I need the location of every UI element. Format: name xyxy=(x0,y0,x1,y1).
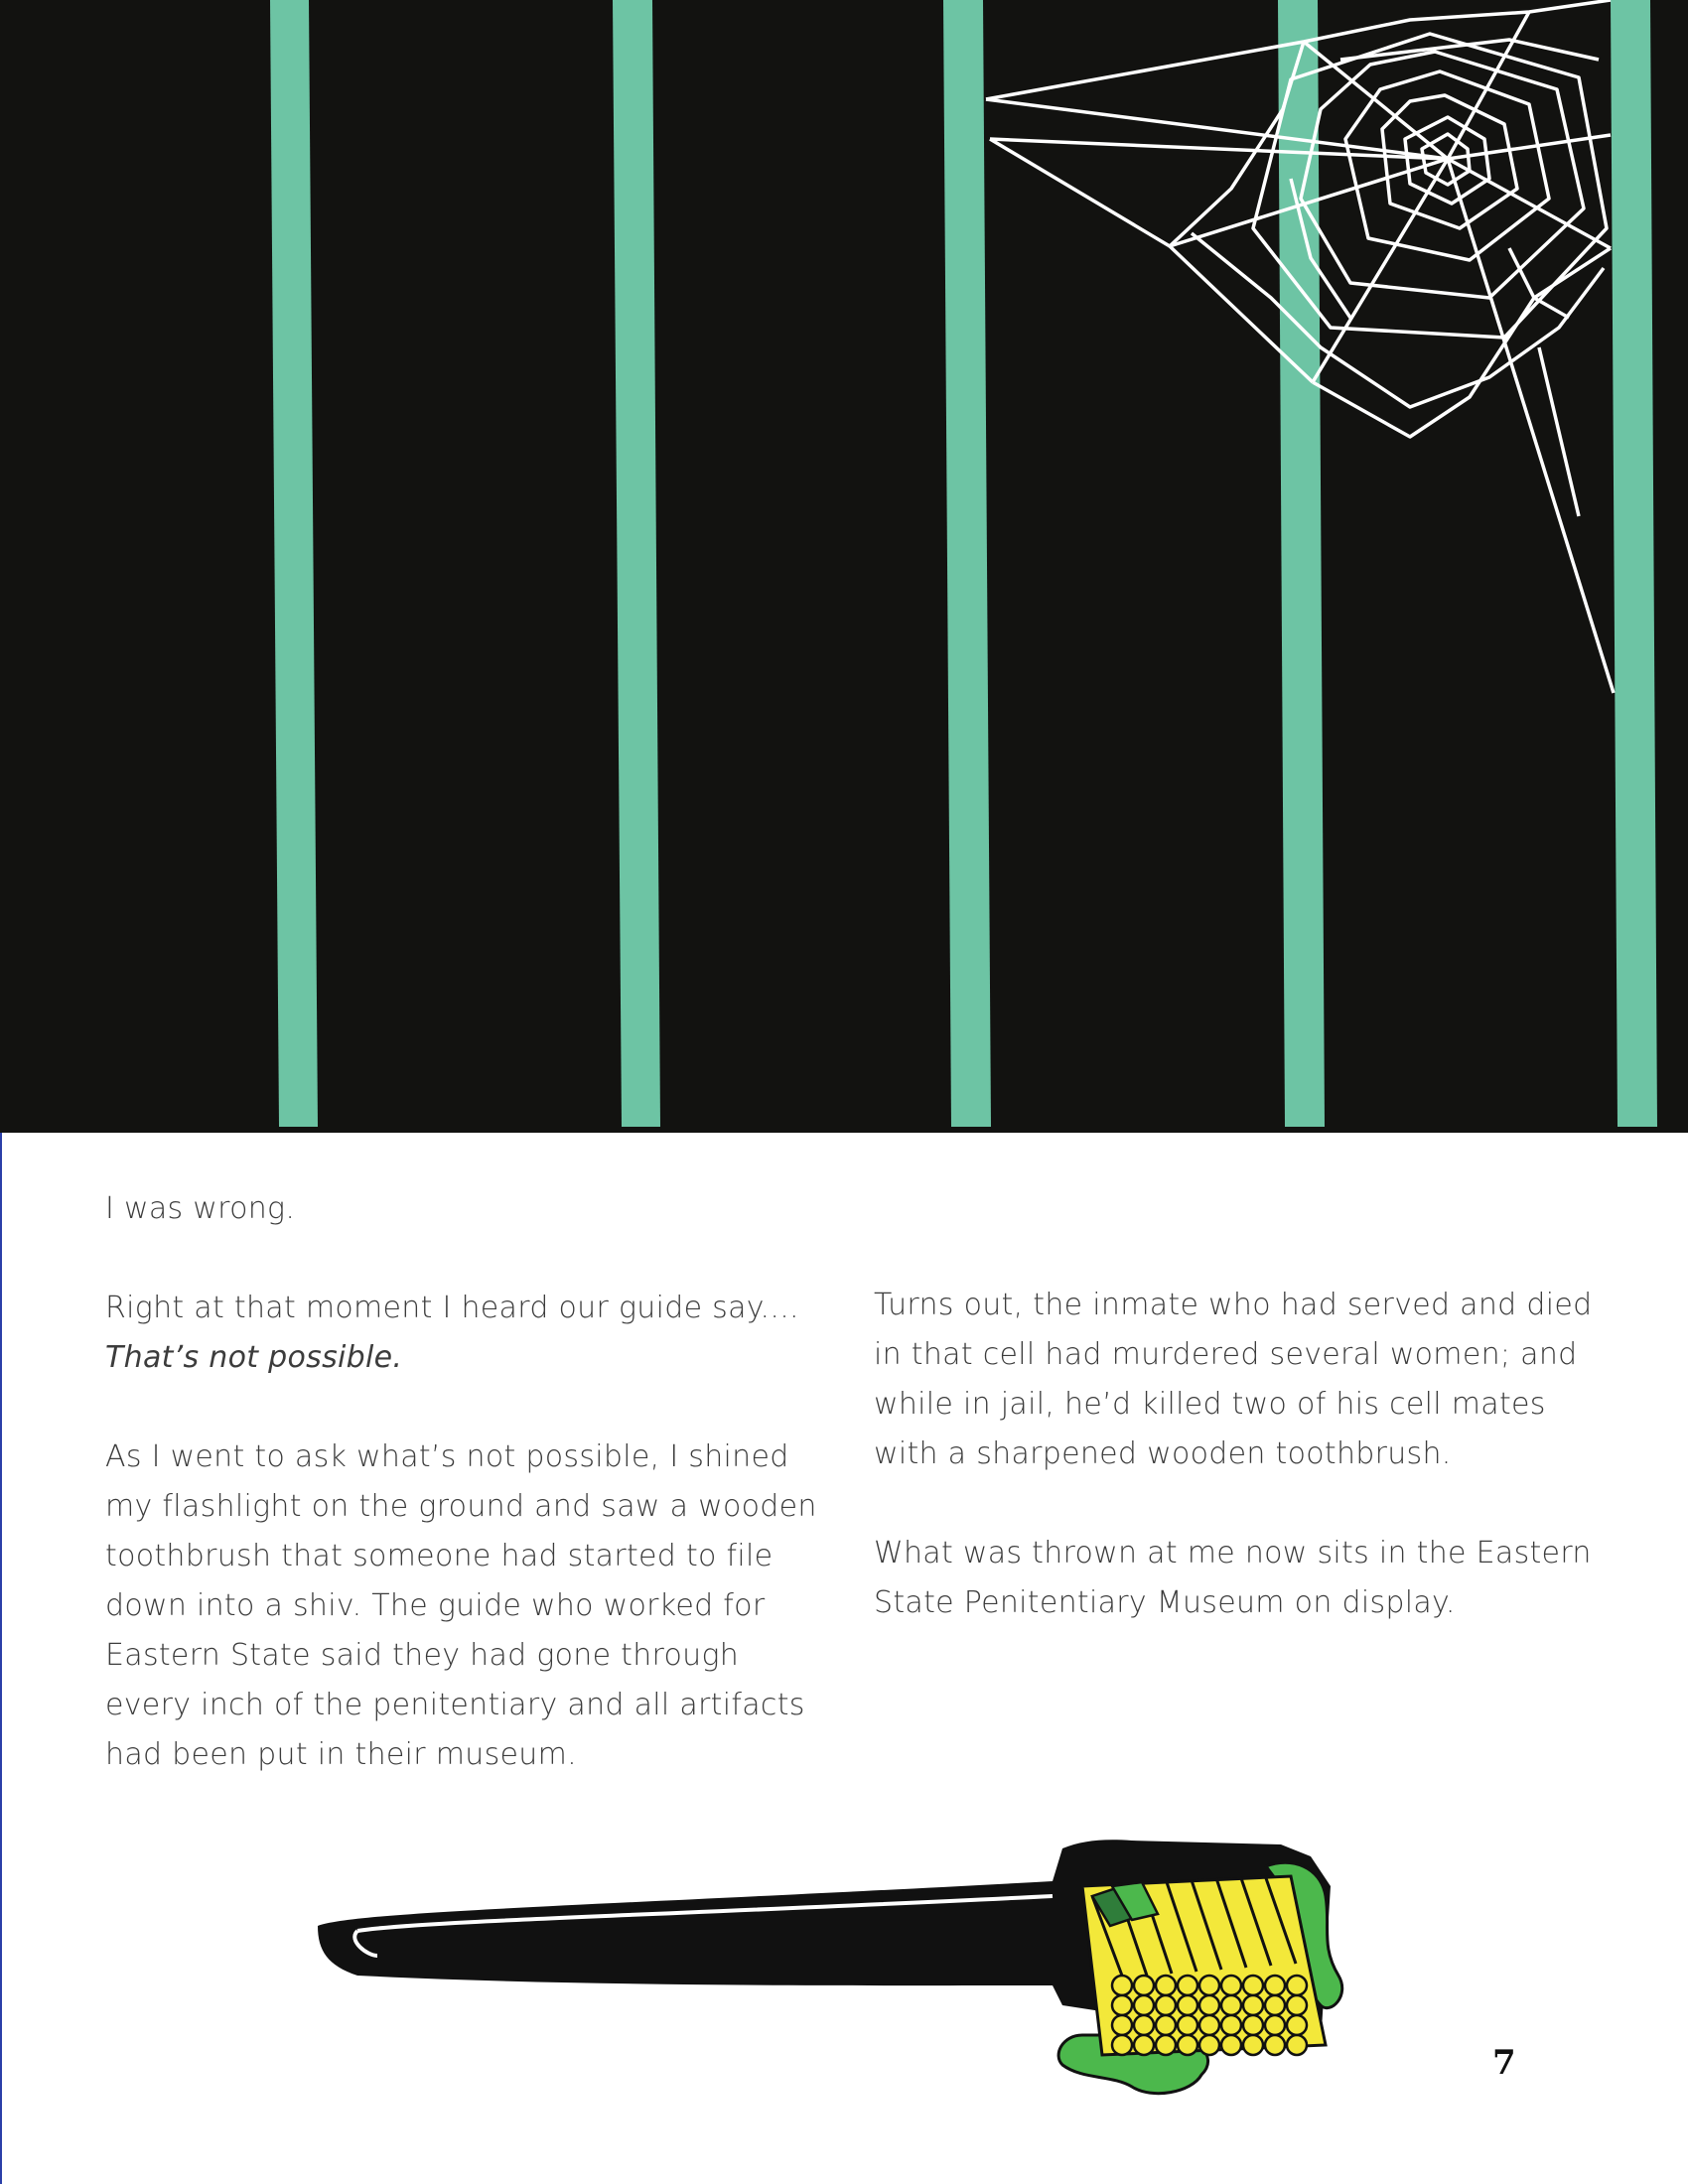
story-paragraph-5: What was thrown at me now sits in the Eastern State Penitentiary Museum on display. xyxy=(874,1536,1592,1620)
bar-5 xyxy=(1611,0,1657,1127)
story-left-column xyxy=(105,1184,830,1780)
story-paragraph-1: I was wrong. xyxy=(105,1191,296,1226)
story-paragraph-2-line-1: Right at that moment I heard our guide say.... xyxy=(105,1291,799,1325)
bristles xyxy=(1082,1876,1326,2055)
story-paragraph-3: As I went to ask what’s not possible, I shined my flashlight on the ground and saw a wooden toothbrush that someone had started to file down into a shiv. The guide who worked for Eastern State said they had gone through every inch of the penitentiary and all artifacts had been put in their museum. xyxy=(105,1439,817,1772)
story-quote-italic: That’s not possible. xyxy=(105,1340,403,1375)
page-number: 7 xyxy=(1492,2043,1516,2083)
toothbrush-shiv-icon xyxy=(298,1827,1370,2124)
story-paragraph-2 xyxy=(105,1284,830,1383)
story-right-column xyxy=(874,1281,1609,1628)
bar-3 xyxy=(943,0,991,1127)
toothbrush-shiv-illustration xyxy=(298,1827,1370,2124)
story-paragraph-4: Turns out, the inmate who had served and died in that cell had murdered several women; and while in jail, he’d killed two of his cell mates with a sharpened wooden toothbrush. xyxy=(874,1288,1593,1471)
bar-4 xyxy=(1278,0,1325,1127)
